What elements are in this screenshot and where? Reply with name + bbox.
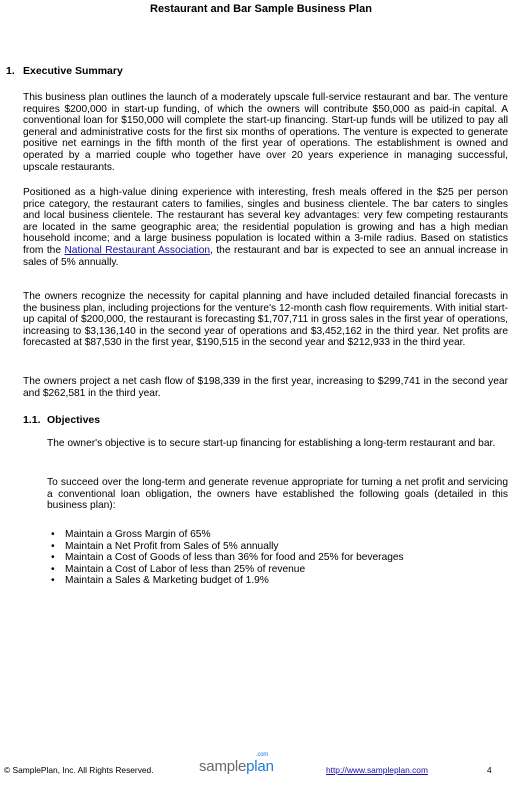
list-item: • Maintain a Sales & Marketing budget of 1.9% <box>51 575 269 587</box>
list-item: • Maintain a Cost of Goods of less than 36% for food and 25% for beverages <box>51 552 404 564</box>
paragraph-text: , the restaurant and bar is expected to see an annual increase in sales of 5% annually. <box>23 244 508 268</box>
bullet-icon: • <box>51 563 55 575</box>
section-number: 1. <box>6 65 15 77</box>
list-item: • Maintain a Cost of Labor of less than 25% of revenue <box>51 563 306 575</box>
page-number: 4 <box>487 765 492 775</box>
paragraph-text: Positioned as a high-value dining experience with interesting, fresh meals offered in the $25 per person price category, the restaurant caters to families, singles and business clientele. The bar caters to singles and local business clientele. The restaurant has several key advantages: very few competing restaurants are located in the same geographic area; the residential population is growing and has a high median household income; and a large business population is located within a 3-mile radius. Based on statistics from the <box>23 187 508 256</box>
executive-summary-paragraph-2 <box>23 187 508 268</box>
list-item: • Maintain a Net Profit from Sales of 5% annually <box>51 540 279 552</box>
section-title: Executive Summary <box>23 65 123 77</box>
national-restaurant-association-link[interactable]: National Restaurant Association <box>64 244 211 256</box>
bullet-icon: • <box>51 540 55 552</box>
objectives-paragraph-1: The owner's objective is to secure start-up financing for establishing a long-term restaurant and bar. <box>47 438 496 449</box>
bullet-icon: • <box>51 529 55 540</box>
executive-summary-paragraph-3: The owners recognize the necessity for capital planning and have included detailed financial forecasts in the business plan, including projections for the venture's 12-month cash flow requirements. With initial start-up capital of $200,000, the restaurant is forecasting $1,707,711 in gross sales in the first year of operations, increasing to $3,136,140 in the second year of operations and $3,452,162 in the third year. Net profits are forecasted at $87,530 in the first year, $190,515 in the second year and $212,933 in the third year. <box>23 291 508 349</box>
goals-list <box>47 529 404 587</box>
bullet-icon: • <box>51 575 55 587</box>
list-item: • Maintain a Gross Margin of 65% <box>51 529 211 540</box>
document-title: Restaurant and Bar Sample Business Plan <box>150 3 372 15</box>
page-footer <box>0 752 522 780</box>
section-heading-executive-summary <box>6 66 123 78</box>
sampleplan-url-link[interactable]: http://www.sampleplan.com <box>326 765 428 775</box>
subsection-heading-objectives <box>23 415 100 427</box>
executive-summary-paragraph-1: This business plan outlines the launch of a moderately upscale full-service restaurant and bar. The venture requires $200,000 in start-up funding, of which the owners will contribute $50,000 as paid-in capital. A conventional loan for $150,000 will complete the start-up financing. Start-up funds will be utilized to pay all general and administrative costs for the first six months of operations. The venture is expected to generate positive net earnings in the fifth month of the first year of operations. The establishment is owned and operated by a married couple who together have over 20 years experience in managing successful, upscale restaurants. <box>23 92 508 173</box>
logo-sample-text: sample <box>199 758 247 775</box>
executive-summary-paragraph-4: The owners project a net cash flow of $198,339 in the first year, increasing to $299,741 in the second year and $262,581 in the third year. <box>23 376 508 399</box>
copyright-text: © SamplePlan, Inc. All Rights Reserved. <box>4 765 154 775</box>
logo-plan-text: plan <box>246 758 274 775</box>
logo-com-text: .com <box>256 752 269 758</box>
subsection-title: Objectives <box>47 414 101 426</box>
bullet-icon: • <box>51 552 55 564</box>
subsection-number: 1.1. <box>23 414 41 426</box>
objectives-paragraph-2: To succeed over the long-term and generate revenue appropriate for turning a net profit and servicing a conventional loan obligation, the owners have established the following goals (detailed in this business plan): <box>47 477 508 512</box>
sampleplan-logo <box>199 752 274 775</box>
